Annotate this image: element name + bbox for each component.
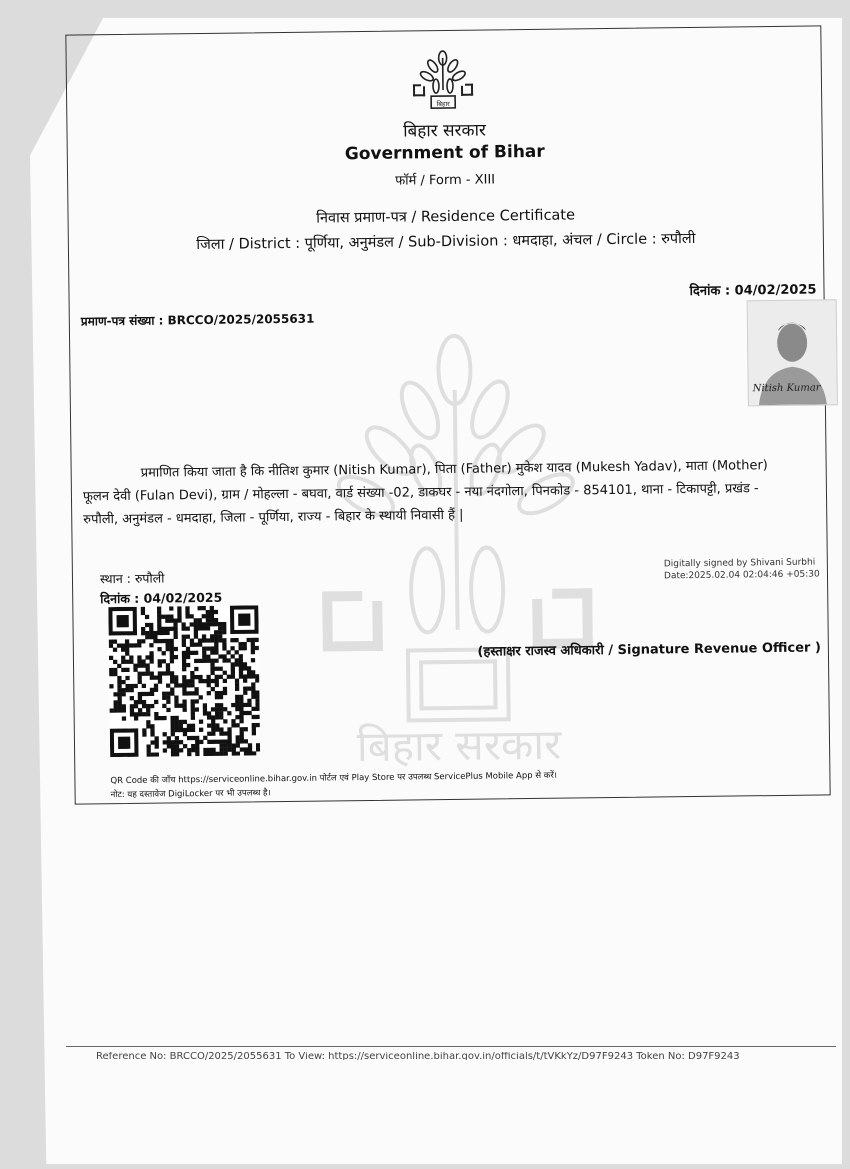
qr-verification-note: QR Code की जाँच https://serviceonline.bihar.gov.in पोर्टल एवं Play Store पर उपलब्ध ServicePlus Mobile App से करें। — [110, 770, 558, 787]
issue-date: दिनांक : 04/02/2025 — [100, 589, 223, 607]
certificate-document — [65, 25, 830, 804]
body-line-1: प्रमाणित किया जाता है कि नीतिश कुमार (Nitish Kumar), पिता (Father) मुकेश यादव (Mukesh Yadav), माता (Mother) — [140, 458, 768, 481]
form-label: फॉर्म / Form - XIII — [395, 172, 496, 189]
signature-label: (हस्ताक्षर राजस्व अधिकारी / Signature Revenue Officer ) — [477, 640, 821, 660]
body-line-2: फूलन देवी (Fulan Devi), ग्राम / मोहल्ला - बघवा, वार्ड संख्या -02, डाकघर - नया नंदगोला, पिनकोड - 854101, थाना - टिकापट्टी, प्रखंड - — [82, 481, 759, 505]
government-title: Government of Bihar — [344, 141, 545, 165]
verification-qr-code[interactable] — [108, 605, 260, 757]
place-label: स्थान : रुपौली — [99, 570, 165, 587]
body-line-3: रुपौली, अनुमंडल - धमदाहा, जिला - पूर्णिया, राज्य - बिहार के स्थायी निवासी हैं | — [83, 507, 464, 528]
top-date: दिनांक : 04/02/2025 — [689, 282, 817, 300]
photo-signature: Nitish Kumar — [752, 382, 821, 395]
state-hindi-title: बिहार सरकार — [403, 120, 487, 142]
digital-signature-name: Digitally signed by Shivani Surbhi — [663, 557, 816, 570]
digilocker-note: नोट: यह दस्तावेज DigiLocker पर भी उपलब्ध है। — [110, 788, 271, 801]
jurisdiction-line: जिला / District : पूर्णिया, अनुमंडल / Sub-Division : धमदाहा, अंचल / Circle : रुपौली — [196, 230, 696, 254]
bihar-emblem-watermark — [309, 328, 604, 772]
certificate-number: प्रमाण-पत्र संख्या : BRCCO/2025/2055631 — [80, 311, 315, 329]
digital-signature-date: Date:2025.02.04 02:04:46 +05:30 — [663, 569, 820, 582]
certificate-title: निवास प्रमाण-पत्र / Residence Certificate — [316, 207, 576, 227]
watermark-text: बिहार सरकार — [356, 719, 562, 772]
bihar-emblem-logo — [411, 50, 476, 113]
emblem-text: बिहार — [436, 99, 450, 109]
certificate-body — [83, 453, 828, 531]
applicant-photo — [747, 299, 838, 406]
footer-divider — [66, 1046, 836, 1047]
footer-reference: Reference No: BRCCO/2025/2055631 To View: https://serviceonline.bihar.gov.in/officials/t/tVKkYz/D97F9243 Token No: D97F9243 — [96, 1052, 740, 1060]
